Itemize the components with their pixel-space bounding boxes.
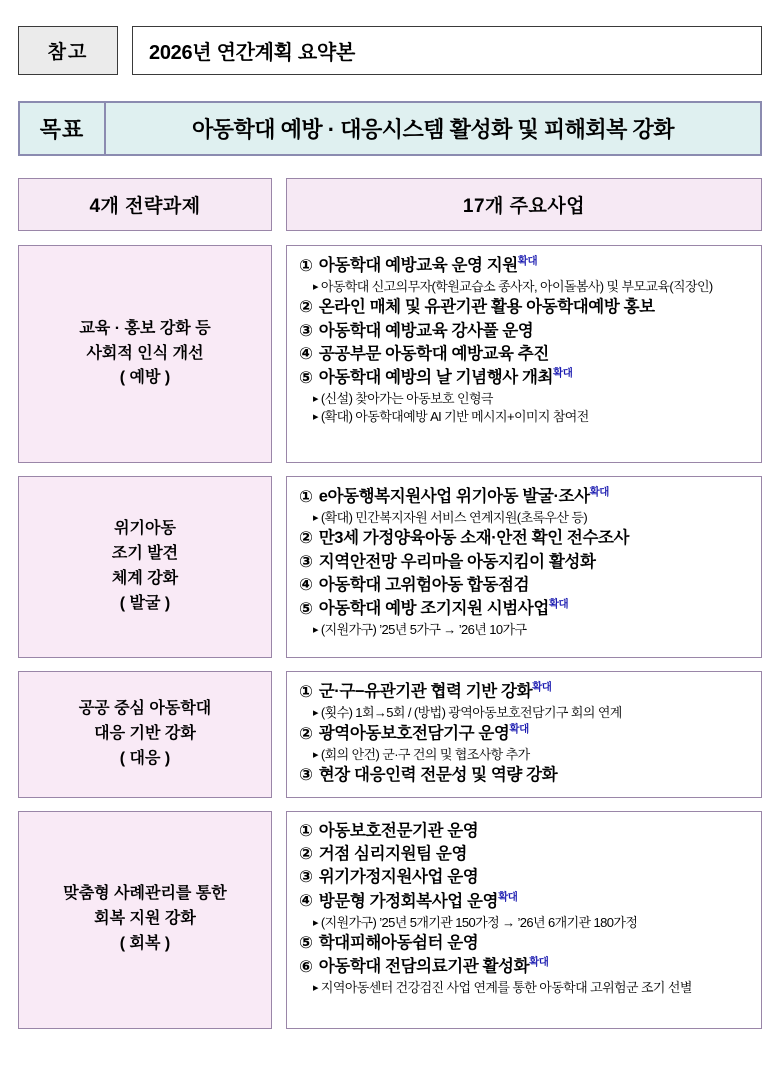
- project-detail-label: 아동학대 신고의무자(학원교습소 종사자, 아이돌봄사) 및 부모교육(직장인): [320, 278, 713, 294]
- triangle-bullet-icon: ▸: [313, 511, 318, 524]
- project-item: [299, 296, 751, 319]
- project-detail-label: 지역아동센터 건강검진 사업 연계를 통한 아동학대 고위험군 조기 선별: [320, 980, 692, 996]
- project-number: ①: [299, 256, 313, 275]
- goal-label: 목표: [20, 103, 106, 154]
- project-detail-label: (지원가구) ’25년 5가구 → ’26년 10가구: [320, 622, 527, 638]
- project-number: ③: [299, 321, 313, 340]
- project-item: [299, 366, 751, 390]
- project-label: 공공부문 아동학대 예방교육 추진: [314, 344, 549, 363]
- project-item: [299, 722, 751, 746]
- strategy-task-line: ( 예방 ): [119, 369, 171, 387]
- project-number: ②: [299, 529, 313, 548]
- expansion-marker: 확대: [517, 255, 538, 267]
- project-number: ⑥: [299, 957, 313, 976]
- project-item: [299, 551, 751, 574]
- project-detail: [299, 621, 751, 639]
- project-detail-label: (확대) 민간복지자원 서비스 연계지원(초록우산 등): [320, 509, 588, 525]
- project-detail: [299, 704, 751, 722]
- expansion-marker: 확대: [509, 723, 529, 736]
- project-detail-label: (신설) 찾아가는 아동보호 인형극: [320, 391, 493, 407]
- goal-row: [18, 101, 762, 156]
- project-detail: [299, 278, 751, 296]
- triangle-bullet-icon: ▸: [313, 411, 318, 424]
- project-item: [299, 343, 751, 366]
- project-detail-label: (확대) 아동학대예방 AI 기반 메시지+이미지 참여전: [320, 409, 589, 425]
- project-number: ①: [299, 487, 313, 506]
- project-item: [299, 254, 751, 278]
- expansion-marker: 확대: [529, 956, 549, 969]
- project-label: 아동학대 예방 조기지원 시범사업: [314, 599, 549, 618]
- project-item: [299, 764, 751, 787]
- document-title: 2026년 연간계획 요약본: [132, 26, 762, 75]
- project-label: 아동학대 고위험아동 합동점검: [314, 575, 530, 594]
- goal-statement: 아동학대 예방 · 대응시스템 활성화 및 피해회복 강화: [192, 117, 674, 142]
- strategy-task-line: 대응 기반 강화: [94, 724, 196, 742]
- project-label: 아동학대 예방교육 강사풀 운영: [314, 321, 534, 340]
- strategy-row: [18, 476, 762, 658]
- expansion-marker: 확대: [553, 367, 573, 380]
- project-label: 군·구−유관기관 협력 기반 강화: [314, 682, 533, 701]
- project-number: ②: [299, 298, 313, 317]
- strategy-task-line: 체계 강화: [111, 570, 179, 587]
- triangle-bullet-icon: ▸: [313, 393, 318, 406]
- strategy-task-line: 사회적 인식 개선: [86, 344, 204, 362]
- expansion-marker: 확대: [589, 486, 609, 498]
- projects-box: [286, 671, 762, 798]
- project-label: 지역안전망 우리마을 아동지킴이 활성화: [314, 552, 596, 571]
- project-label: 만3세 가정양육아동 소재·안전 확인 전수조사: [314, 529, 630, 548]
- project-item: [299, 574, 751, 597]
- project-label: 거점 심리지원팀 운영: [314, 845, 467, 864]
- projects-box: [286, 476, 762, 658]
- strategy-task-box: [18, 476, 272, 658]
- triangle-bullet-icon: ▸: [313, 280, 318, 293]
- project-detail-label: (횟수) 1회→5회 / (방법) 광역아동보호전담기구 회의 연계: [320, 704, 622, 720]
- project-number: ②: [299, 845, 313, 864]
- project-detail: [299, 979, 751, 997]
- project-item: [299, 866, 751, 889]
- strategy-row: [18, 671, 762, 798]
- project-item: [299, 527, 751, 550]
- project-label: 온라인 매체 및 유관기관 활용 아동학대예방 홍보: [314, 298, 655, 317]
- triangle-bullet-icon: ▸: [313, 982, 318, 995]
- project-number: ⑤: [299, 599, 313, 618]
- project-item: [299, 680, 751, 704]
- header-row: [18, 26, 762, 75]
- project-number: ③: [299, 766, 313, 785]
- strategy-task-line: 맞춤형 사례관리를 통한: [63, 885, 227, 903]
- project-detail-label: (회의 안건) 군·구 건의 및 협조사항 추가: [320, 747, 530, 763]
- strategy-task-line: 공공 중심 아동학대: [78, 700, 212, 718]
- project-number: ⑤: [299, 368, 313, 387]
- project-number: ⑤: [299, 934, 313, 953]
- projects-column-header: 17개 주요사업: [286, 178, 762, 231]
- strategy-task-box: [18, 811, 272, 1029]
- project-item: [299, 320, 751, 343]
- project-detail: [299, 914, 751, 932]
- projects-box: [286, 811, 762, 1029]
- triangle-bullet-icon: ▸: [313, 916, 318, 929]
- project-label: 아동학대 예방교육 운영 지원: [314, 256, 518, 275]
- project-detail: [299, 509, 751, 527]
- strategy-task-line: 교육 · 홍보 강화 등: [79, 319, 211, 337]
- project-number: ④: [299, 892, 313, 911]
- project-number: ④: [299, 344, 313, 363]
- project-number: ③: [299, 552, 313, 571]
- project-item: [299, 843, 751, 866]
- reference-badge: 참고: [18, 26, 118, 75]
- project-item: [299, 932, 751, 955]
- project-number: ②: [299, 724, 313, 743]
- projects-box: [286, 245, 762, 463]
- strategy-task-box: [18, 671, 272, 798]
- project-label: 위기가정지원사업 운영: [314, 868, 479, 887]
- project-item: [299, 955, 751, 979]
- strategy-rows: [18, 245, 762, 1029]
- strategy-task-line: ( 대응 ): [119, 749, 171, 767]
- project-item: [299, 890, 751, 914]
- strategy-task-line: 회복 지원 강화: [94, 910, 196, 928]
- project-label: 아동보호전문기관 운영: [314, 821, 479, 840]
- project-label: 광역아동보호전담기구 운영: [314, 724, 510, 743]
- triangle-bullet-icon: ▸: [313, 624, 318, 637]
- project-label: 현장 대응인력 전문성 및 역량 강화: [314, 766, 558, 785]
- project-detail: [299, 390, 751, 408]
- project-detail: [299, 408, 751, 426]
- strategy-task-box: [18, 245, 272, 463]
- project-item: [299, 485, 751, 509]
- project-detail-label: (지원가구) ’25년 5개기관 150가정 → ’26년 6개기관 180가정: [320, 914, 638, 930]
- project-number: ③: [299, 868, 313, 887]
- expansion-marker: 확대: [548, 598, 569, 611]
- project-label: 아동학대 예방의 날 기념행사 개최: [314, 368, 554, 387]
- strategy-row: [18, 245, 762, 463]
- strategy-task-line: 위기아동: [114, 520, 176, 538]
- strategy-row: [18, 811, 762, 1029]
- project-detail: [299, 746, 751, 764]
- expansion-marker: 확대: [498, 890, 518, 903]
- triangle-bullet-icon: ▸: [313, 749, 318, 762]
- project-item: [299, 820, 751, 843]
- project-number: ④: [299, 575, 313, 594]
- project-label: 아동학대 전담의료기관 활성화: [314, 957, 530, 976]
- triangle-bullet-icon: ▸: [313, 706, 318, 719]
- expansion-marker: 확대: [532, 681, 552, 693]
- project-number: ①: [299, 682, 313, 701]
- column-header-row: [18, 178, 762, 231]
- project-item: [299, 597, 751, 621]
- project-label: e아동행복지원사업 위기아동 발굴·조사: [314, 487, 590, 506]
- project-label: 방문형 가정회복사업 운영: [314, 892, 499, 911]
- strategy-column-header: 4개 전략과제: [18, 178, 272, 231]
- project-number: ①: [299, 821, 313, 840]
- strategy-task-line: 조기 발견: [111, 545, 179, 563]
- strategy-task-line: ( 발굴 ): [119, 594, 171, 612]
- strategy-task-line: ( 회복 ): [119, 935, 171, 953]
- project-label: 학대피해아동쉼터 운영: [314, 934, 479, 953]
